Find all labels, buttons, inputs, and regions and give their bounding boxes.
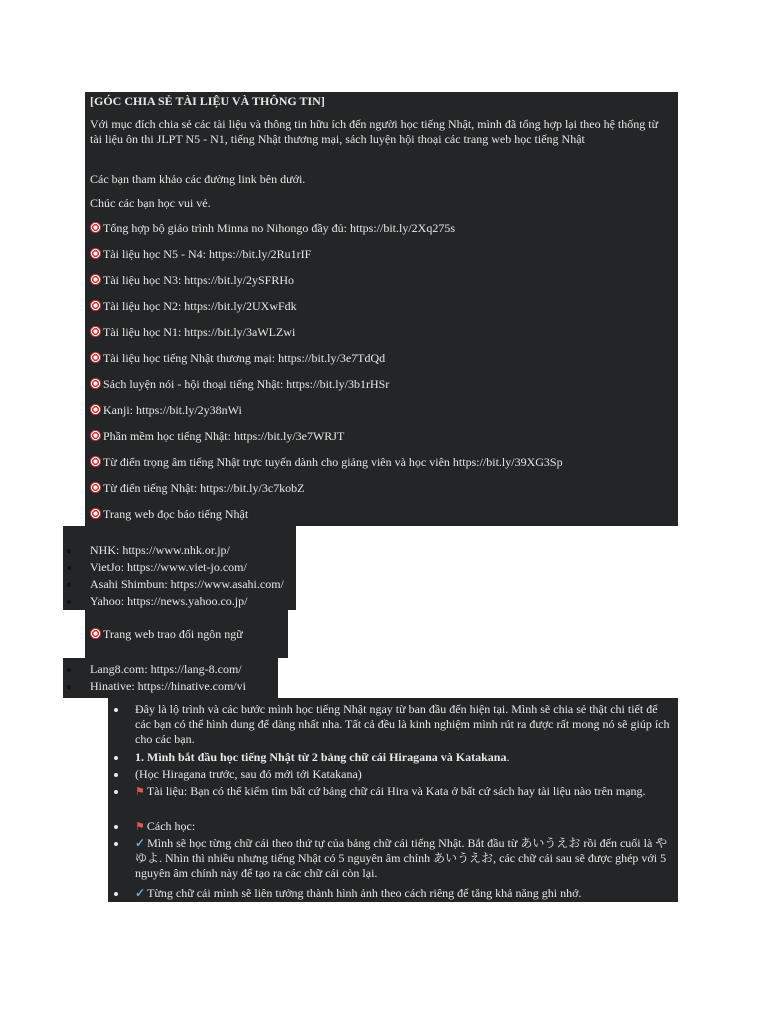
materials-text	[135, 784, 675, 800]
link-text[interactable]: Sách luyện nói - hội thoại tiếng Nhật: https://bit.ly/3b1rHSr	[103, 377, 390, 391]
list-item[interactable]	[90, 455, 563, 470]
check-mark-icon: ✓	[135, 886, 146, 900]
method-text: Mình sẽ học từng chữ cái theo thứ tự của bảng chữ cái tiếng Nhật. Bắt đầu từ あいうえお rồi đến cuối là やゆよ. Nhìn thì nhiều nhưng tiếng Nhật có 5 nguyên âm chính あいうえお, các chữ cái sau sẽ được ghép với 5 nguyên âm chính này để tạo ra các chữ cái còn lại.	[135, 836, 668, 880]
method-text: Từng chữ cái mình sẽ liên tưởng thành hình ảnh theo cách riêng để tăng khả năng ghi nhớ.	[147, 886, 582, 900]
bullet	[67, 685, 71, 689]
target-icon	[90, 404, 101, 415]
link-text[interactable]: Phần mềm học tiếng Nhật: https://bit.ly/3e7WRJT	[103, 429, 345, 443]
list-item[interactable]: Lang8.com: https://lang-8.com/	[90, 662, 242, 676]
intro-paragraph: Với mục đích chia sẻ các tài liệu và thông tin hữu ích đến người học tiếng Nhật, mình đã tổng hợp lại theo hệ thống từ tài liệu ôn thi JLPT N5 - N1, tiếng Nhật thương mại, sách luyện hội thoại các trang web học tiếng Nhật	[90, 117, 659, 146]
link-text[interactable]: Kanji: https://bit.ly/2y38nWi	[103, 403, 242, 417]
target-icon	[90, 482, 101, 493]
target-icon	[90, 248, 101, 259]
step-heading	[135, 750, 509, 765]
step-period: .	[506, 750, 510, 764]
list-item[interactable]	[90, 299, 297, 314]
link-text[interactable]: Tài liệu học N5 - N4: https://bit.ly/2Ru1rIF	[103, 247, 312, 261]
wish-text: Chúc các bạn học vui vẻ.	[90, 196, 211, 210]
bullet	[67, 566, 71, 570]
link-text[interactable]: Từ điển trọng âm tiếng Nhật trực tuyến dành cho giảng viên và học viên https://bit.ly/39XG3Sp	[103, 455, 563, 469]
bullet	[67, 600, 71, 604]
list-item[interactable]	[90, 351, 385, 366]
bullet	[114, 708, 118, 712]
flags-icon: ⚑	[135, 786, 145, 798]
reference-text: Các bạn tham khảo các đường link bên dưới.	[90, 172, 306, 186]
list-item[interactable]	[90, 221, 455, 236]
section-heading: Trang web đọc báo tiếng Nhật	[103, 507, 249, 521]
link-text[interactable]: Tài liệu học tiếng Nhật thương mại: https://bit.ly/3e7TdQd	[103, 351, 386, 365]
bullet	[67, 549, 71, 553]
target-icon	[90, 456, 101, 467]
document-title: [GÓC CHIA SẺ TÀI LIỆU VÀ THÔNG TIN]	[90, 94, 325, 108]
bullet	[67, 668, 71, 672]
list-item[interactable]	[90, 403, 242, 418]
target-icon	[90, 274, 101, 285]
bullet	[114, 842, 118, 846]
link-text[interactable]: Tài liệu học N1: https://bit.ly/3aWLZwi	[103, 325, 296, 339]
method-label: Cách học:	[146, 819, 196, 833]
check-mark-icon: ✓	[135, 836, 146, 850]
bullet	[114, 825, 118, 829]
list-item[interactable]: Hinative: https://hinative.com/vi	[90, 679, 246, 693]
link-text[interactable]: Tài liệu học N2: https://bit.ly/2UXwFdk	[103, 299, 297, 313]
link-text[interactable]: Tổng hợp bộ giáo trình Minna no Nihongo đầy đủ: https://bit.ly/2Xq275s	[103, 221, 456, 235]
link-text[interactable]: Tài liệu học N3: https://bit.ly/2ySFRHo	[103, 273, 295, 287]
target-icon	[90, 352, 101, 363]
list-item[interactable]	[90, 481, 304, 496]
list-item	[90, 507, 248, 522]
bullet	[114, 756, 118, 760]
step-note: (Học Hiragana trước, sau đó mới tới Katakana)	[135, 767, 362, 781]
list-item[interactable]: NHK: https://www.nhk.or.jp/	[90, 543, 230, 557]
target-icon	[90, 326, 101, 337]
exchange-heading	[90, 627, 243, 642]
method-step	[135, 836, 675, 881]
method-step	[135, 886, 582, 901]
list-item[interactable]	[90, 273, 294, 288]
target-icon	[90, 222, 101, 233]
link-text[interactable]: Từ điển tiếng Nhật: https://bit.ly/3c7kobZ	[103, 481, 305, 495]
step-title: 1. Mình bắt đầu học tiếng Nhật từ 2 bảng chữ cái Hiragana và Katakana	[135, 750, 507, 764]
list-item[interactable]: VietJo: https://www.viet-jo.com/	[90, 560, 247, 574]
list-item[interactable]: Asahi Shimbun: https://www.asahi.com/	[90, 577, 284, 591]
list-item[interactable]	[90, 325, 295, 340]
section-heading: Trang web trao đổi ngôn ngữ	[103, 627, 243, 641]
target-icon	[90, 508, 101, 519]
method-heading	[135, 819, 195, 835]
materials-label: Tài liệu: Bạn có thể kiếm tìm bất cứ bảng chữ cái Hira và Kata ở bất cứ sách hay tài liệu nào trên mạng.	[146, 784, 646, 798]
list-item[interactable]	[90, 429, 344, 444]
target-icon	[90, 300, 101, 311]
list-item[interactable]	[90, 247, 311, 262]
bullet	[114, 773, 118, 777]
target-icon	[90, 430, 101, 441]
list-item[interactable]: Yahoo: https://news.yahoo.co.jp/	[90, 594, 248, 608]
list-item[interactable]	[90, 377, 389, 392]
target-icon	[90, 628, 101, 639]
roadmap-intro: Đây là lộ trình và các bước mình học tiếng Nhật ngay từ ban đầu đến hiện tại. Mình sẽ chia sẻ thật chi tiết để các bạn có thể hình dung để dàng nhất nha. Tất cả đều là kinh nghiệm mình rút ra được rất mong nó sẽ giúp ích cho các bạn.	[135, 702, 670, 746]
bullet	[114, 790, 118, 794]
bullet	[67, 583, 71, 587]
target-icon	[90, 378, 101, 389]
flags-icon: ⚑	[135, 821, 145, 833]
bullet	[114, 892, 118, 896]
